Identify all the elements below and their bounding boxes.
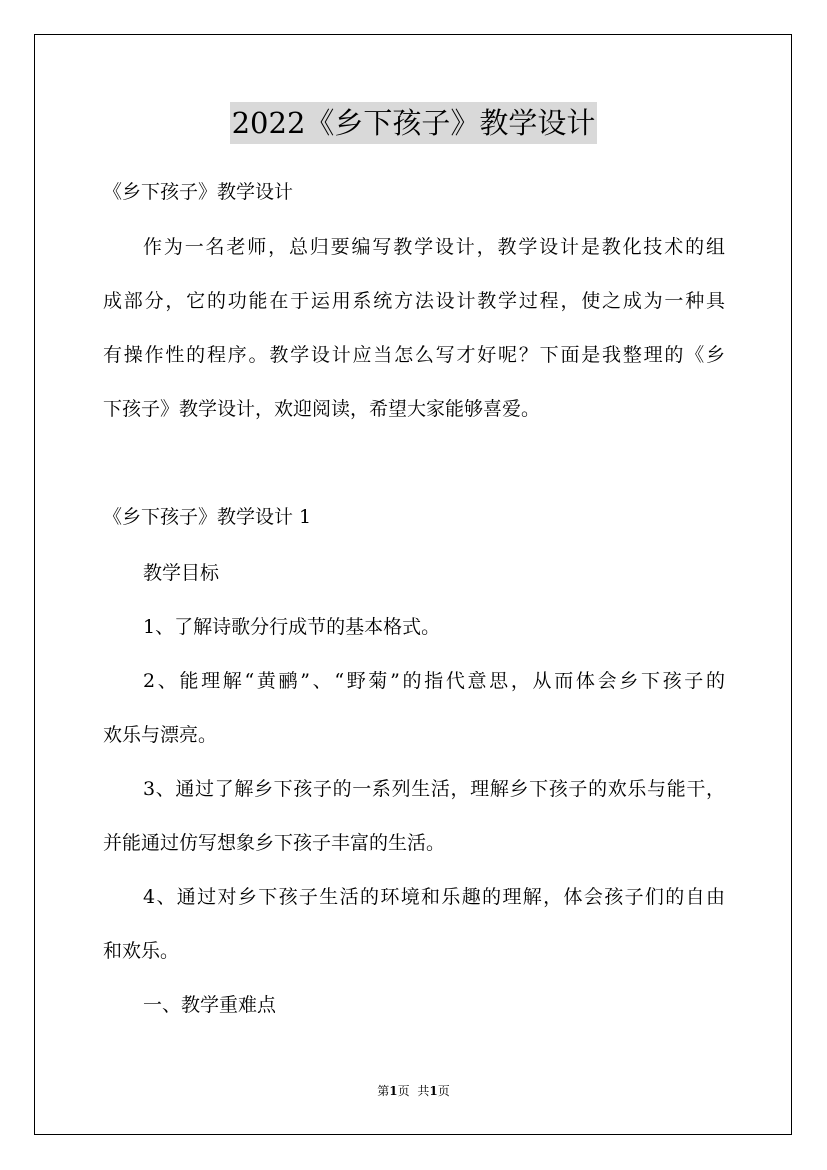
footer-total-prefix: 共	[417, 1084, 430, 1098]
goal-1: 1、了解诗歌分行成节的基本格式。	[143, 616, 441, 638]
subtitle: 《乡下孩子》教学设计	[103, 181, 294, 203]
title-container	[0, 102, 827, 144]
footer-total-suffix: 页	[437, 1084, 450, 1098]
intro-line-2: 成部分，它的功能在于运用系统方法设计教学过程，使之成为一种具	[103, 290, 725, 312]
goal-4-line-1: 4、通过对乡下孩子生活的环境和乐趣的理解，体会孩子们的自由	[143, 886, 725, 908]
section-heading: 《乡下孩子》教学设计 1	[103, 506, 312, 528]
footer-page-suffix: 页	[397, 1084, 410, 1098]
intro-line-3: 有操作性的程序。教学设计应当怎么写才好呢？下面是我整理的《乡	[103, 344, 725, 366]
footer-page-prefix: 第	[377, 1084, 390, 1098]
footer-total-number: 1	[429, 1084, 438, 1098]
intro-line-1: 作为一名老师，总归要编写教学设计，教学设计是教化技术的组	[143, 236, 725, 258]
page-footer	[0, 1083, 827, 1099]
goal-4-line-2: 和欢乐。	[103, 940, 180, 962]
goal-3-line-2: 并能通过仿写想象乡下孩子丰富的生活。	[103, 832, 446, 854]
goal-2-line-1: 2、能理解“黄鹂”、“野菊”的指代意思，从而体会乡下孩子的	[143, 670, 725, 692]
goal-3-line-1: 3、通过了解乡下孩子的一系列生活，理解乡下孩子的欢乐与能干，	[143, 778, 725, 800]
goals-heading: 教学目标	[143, 562, 220, 584]
intro-line-4: 下孩子》教学设计，欢迎阅读，希望大家能够喜爱。	[103, 398, 541, 420]
document-title: 2022《乡下孩子》教学设计	[230, 102, 598, 144]
key-points-heading: 一、教学重难点	[143, 994, 277, 1016]
footer-page-number: 1	[389, 1084, 398, 1098]
goal-2-line-2: 欢乐与漂亮。	[103, 724, 218, 746]
